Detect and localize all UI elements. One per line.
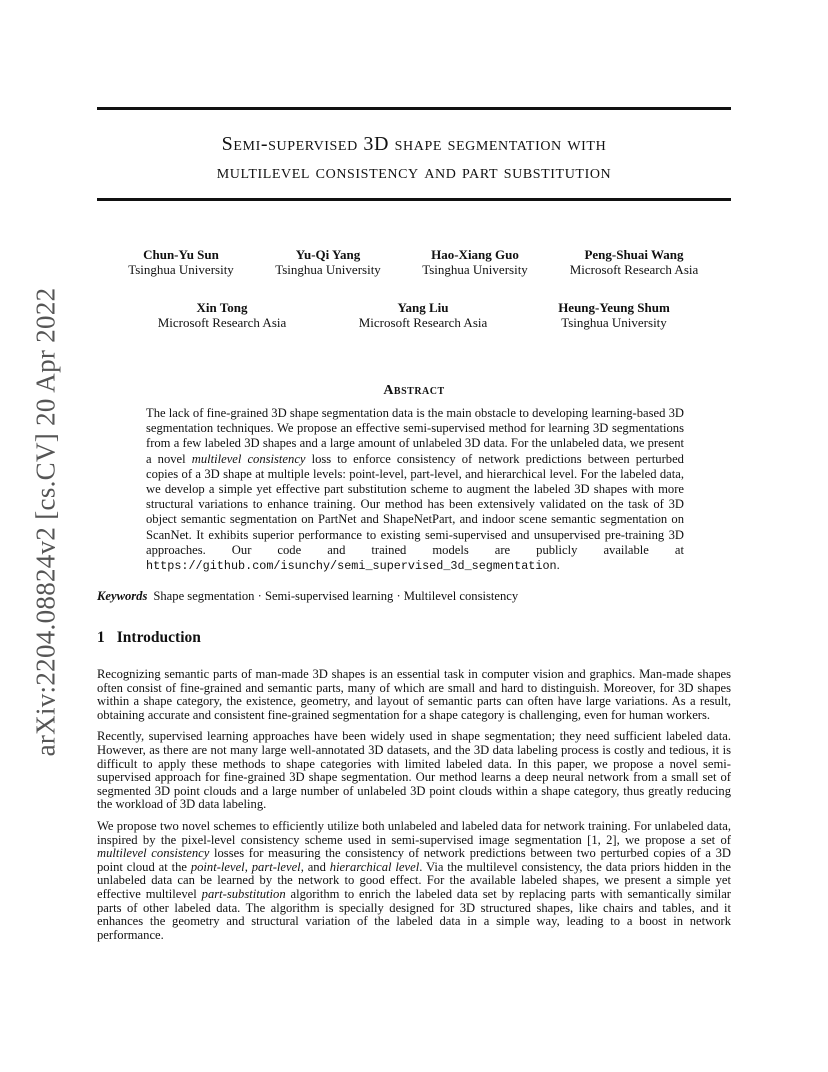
intro-segment: algorithm to enrich the labeled data set by replacing parts with semantically similar parts of other labeled data. The algorithm is specially designed for 3D structured shapes, like chairs and tables, and it enhances the geometry and structural variation of the labeled data in a simple way, leading to a boost in network performance.: [97, 886, 731, 942]
intro-emphasis: part-level: [251, 859, 301, 874]
author-name: Yu-Qi Yang: [295, 247, 361, 262]
keywords-label: Keywords: [97, 589, 148, 603]
author-affiliation: Tsinghua University: [275, 262, 381, 277]
intro-paragraph-2: Recently, supervised learning approaches have been widely used in shape segmentation; they need sufficient labeled data. However, as there are not many large well-annotated 3D datasets, and the 3D data labeling process is costly and tedious, it is difficult to apply these methods to shape categories with limited labeled data. In this paper, we propose a novel semi-supervised approach for fine-grained 3D shape segmentation. Our method learns a deep neural network from a small set of segmented 3D point clouds and a large number of unlabeled 3D point clouds within a shape category, thus greatly reducing the workload of 3D data labeling.: [97, 729, 731, 812]
intro-segment: ,: [244, 859, 252, 874]
author-name: Peng-Shuai Wang: [584, 247, 684, 262]
intro-emphasis: multilevel consistency: [97, 846, 210, 861]
introduction-body: [97, 668, 731, 950]
abstract-heading: Abstract: [383, 383, 445, 398]
intro-segment: We propose two novel schemes to efficiently utilize both unlabeled and labeled data for network training. For unlabeled data, inspired by the pixel-level consistency scheme used in semi-supervised image segmentation [1, 2], we propose a set of: [97, 818, 731, 847]
paper-title: [97, 130, 731, 186]
section-title: Introduction: [116, 629, 201, 646]
code-url-link[interactable]: https://github.com/isunchy/semi_supervised_3d_segmentation: [146, 559, 557, 574]
abstract-segment: The lack of fine-grained 3D shape segmentation data is the main obstacle to developing learning-based 3D segmentation techniques. We propose an effective semi-supervised method for learning 3D segmentations from a few labeled 3D shapes and a large amount of unlabeled 3D data. For the unlabeled data, we present a novel: [146, 406, 684, 466]
author-affiliation: Tsinghua University: [561, 315, 667, 330]
intro-emphasis: hierarchical level: [329, 859, 420, 874]
intro-segment: . Via the multilevel consistency, the data priors hidden in the unlabeled data can be learned by the network to good effect. For the available labeled shapes, we present a simple yet effective multilevel: [97, 859, 731, 901]
author-affiliation: Tsinghua University: [128, 262, 234, 277]
author-entry: [275, 247, 381, 277]
section-heading-introduction: [97, 629, 201, 647]
keywords-line: [97, 589, 518, 604]
author-name: Yang Liu: [397, 300, 449, 315]
author-entry: [422, 247, 528, 277]
intro-segment: , and: [300, 859, 330, 874]
author-affiliation: Tsinghua University: [422, 262, 528, 277]
intro-emphasis: point-level: [190, 859, 245, 874]
title-line-1: Semi-supervised 3D shape segmentation with: [221, 133, 607, 155]
abstract-segment: loss to enforce consistency of network predictions between perturbed copies of a 3D shape at multiple levels: point-level, part-level, and hierarchical level. For the labeled data, we develop a simple yet effective part substitution scheme to augment the labeled 3D shapes with more structural variations to enhance training. Our method has been extensively validated on the task of 3D object semantic segmentation on PartNet and ShapeNetPart, and indoor scene semantic segmentation on ScanNet. It exhibits superior performance to existing semi-supervised and unsupervised pre-training 3D approaches. Our code and trained models are publicly available at: [146, 451, 684, 557]
section-number: 1: [97, 629, 105, 646]
author-affiliation: Microsoft Research Asia: [358, 315, 488, 330]
author-name: Xin Tong: [196, 300, 248, 315]
author-name: Heung-Yeung Shum: [558, 300, 670, 315]
keywords-text: Shape segmentation · Semi-supervised learning · Multilevel consistency: [153, 589, 519, 603]
abstract-text: [146, 406, 684, 574]
abstract-emphasis: multilevel consistency: [191, 451, 306, 466]
title-bottom-rule: [97, 198, 731, 201]
author-affiliation: Microsoft Research Asia: [569, 262, 699, 277]
intro-segment: losses for measuring the consistency of network predictions between two perturbed copies of a 3D point cloud at the: [97, 846, 731, 874]
intro-paragraph-1: Recognizing semantic parts of man-made 3D shapes is an essential task in computer vision and graphics. Man-made shapes often consist of fine-grained and semantic parts, many of which are small and hard to distinguish. Moreover, for 3D shapes within a shape category, the existence, geometry, and layout of semantic parts can often have large variations. As a result, obtaining accurate and consistent fine-grained segmentation for a shape category is challenging, even for human workers.: [97, 667, 731, 722]
author-entry: [128, 247, 234, 277]
author-entry: [570, 247, 699, 277]
author-name: Chun-Yu Sun: [143, 247, 219, 262]
abstract-segment: .: [556, 558, 560, 573]
title-top-rule: [97, 107, 731, 110]
intro-emphasis: part-substitution: [201, 886, 286, 901]
author-entry: [158, 300, 287, 330]
author-affiliation: Microsoft Research Asia: [157, 315, 287, 330]
author-entry: [359, 300, 488, 330]
title-line-2: multilevel consistency and part substitution: [216, 161, 612, 183]
arxiv-sidebar-stamp: arXiv:2204.08824v2 [cs.CV] 20 Apr 2022: [30, 287, 61, 757]
author-name: Hao-Xiang Guo: [431, 247, 519, 262]
intro-paragraph-3: [97, 820, 731, 942]
author-entry: [558, 300, 670, 330]
